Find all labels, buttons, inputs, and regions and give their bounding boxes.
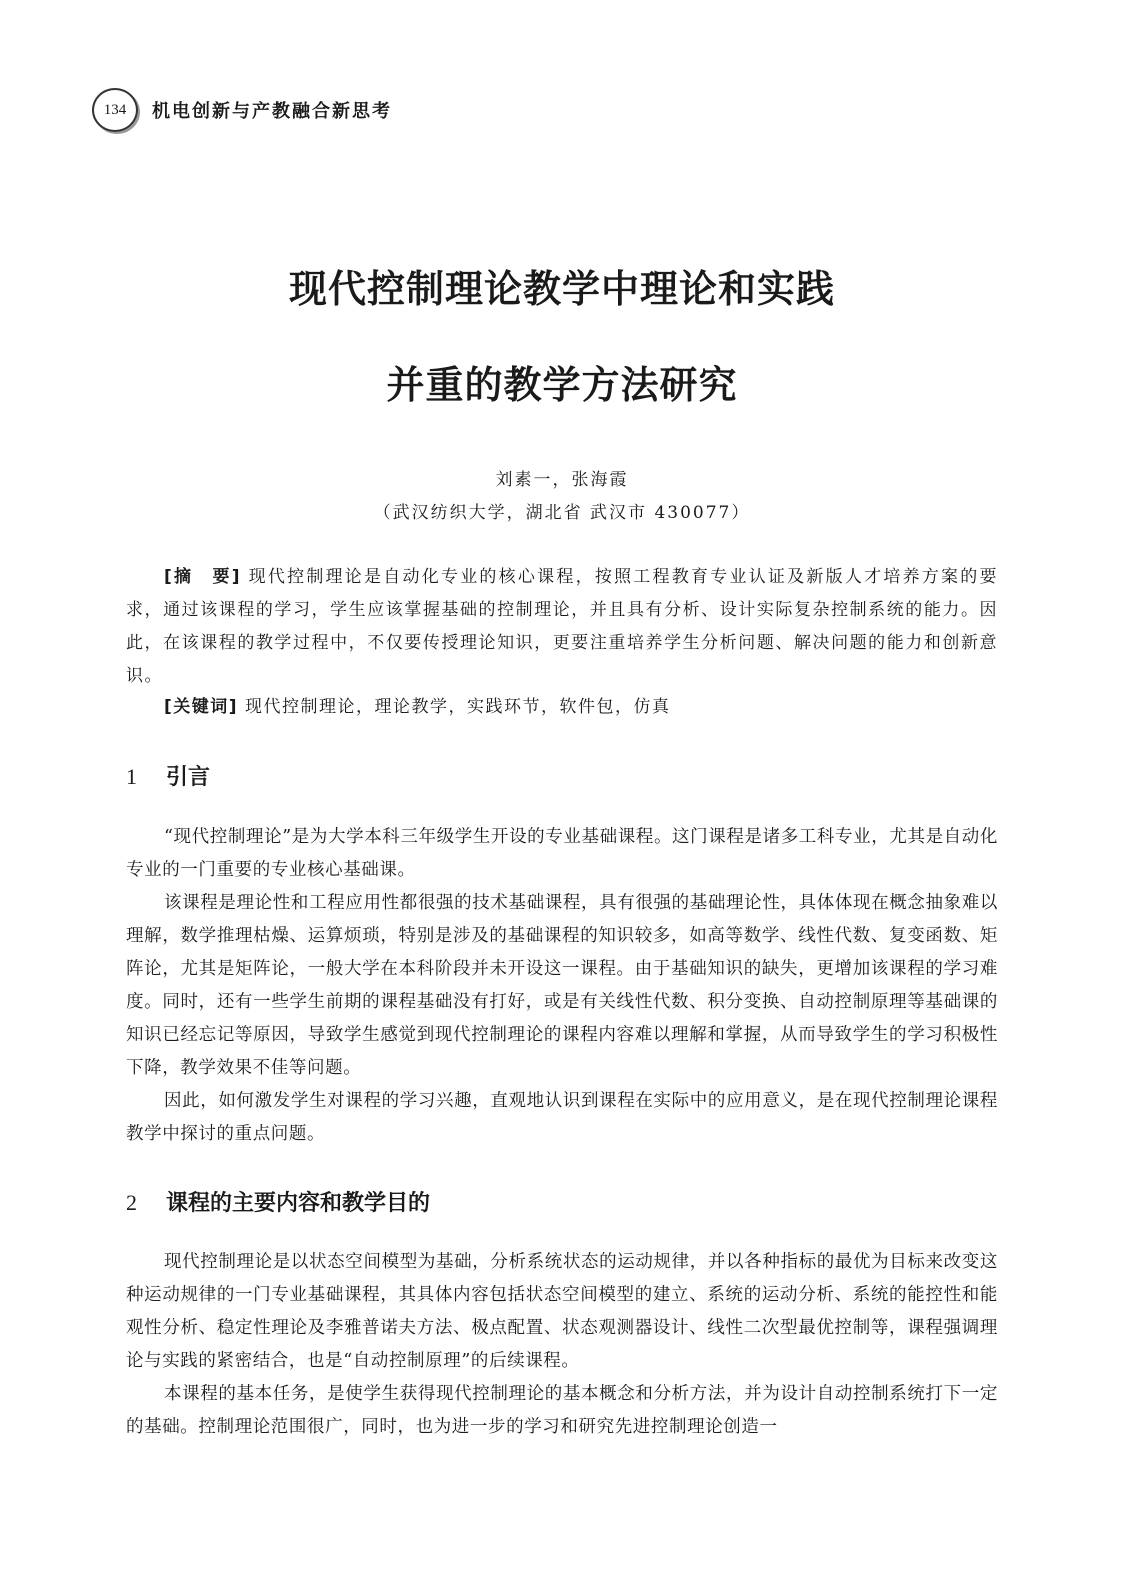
paragraph: 因此，如何激发学生对课程的学习兴趣，直观地认识到课程在实际中的应用意义，是在现代控制理论课程教学中探讨的重点问题。 bbox=[126, 1091, 998, 1144]
abstract-text: 现代控制理论是自动化专业的核心课程，按照工程教育专业认证及新版人才培养方案的要求，通过该课程的学习，学生应该掌握基础的控制理论，并且具有分析、设计实际复杂控制系统的能力。因此，在该课程的教学过程中，不仅要传授理论知识，更要注重培养学生分析问题、解决问题的能力和创新意识。 bbox=[126, 567, 999, 686]
abstract-label: [摘 要] bbox=[164, 567, 241, 587]
section-2-body bbox=[126, 1246, 998, 1444]
affiliation: （武汉纺织大学，湖北省 武汉市 430077） bbox=[373, 503, 751, 523]
section-title: 引言 bbox=[166, 765, 211, 790]
section-number: 2 bbox=[126, 1190, 137, 1215]
section-number: 1 bbox=[126, 764, 137, 789]
section-1-body bbox=[126, 821, 998, 1151]
keywords-label: [关键词] bbox=[164, 697, 239, 717]
section-title: 课程的主要内容和教学目的 bbox=[166, 1191, 431, 1216]
paper-title-line-1: 现代控制理论教学中理论和实践 bbox=[288, 267, 835, 311]
paragraph: 现代控制理论是以状态空间模型为基础，分析系统状态的运动规律，并以各种指标的最优为目标来改变这种运动规律的一门专业基础课程，其具体内容包括状态空间模型的建立、系统的运动分析、系统的能控性和能观性分析、稳定性理论及李雅普诺夫方法、极点配置、状态观测器设计、线性二次型最优控制等，课程强调理论与实践的紧密结合，也是“自动控制原理”的后续课程。 bbox=[126, 1252, 998, 1371]
page-number: 134 bbox=[92, 88, 138, 132]
paper-title-line-2: 并重的教学方法研究 bbox=[386, 363, 738, 407]
section-heading-2 bbox=[126, 1186, 430, 1217]
running-header bbox=[92, 88, 392, 132]
keywords bbox=[164, 692, 998, 722]
running-title: 机电创新与产教融合新思考 bbox=[152, 101, 392, 122]
paragraph: 该课程是理论性和工程应用性都很强的技术基础课程，具有很强的基础理论性，具体体现在概念抽象难以理解，数学推理枯燥、运算烦琐，特别是涉及的基础课程的知识较多，如高等数学、线性代数、复变函数、矩阵论，尤其是矩阵论，一般大学在本科阶段并未开设这一课程。由于基础知识的缺失，更增加该课程的学习难度。同时，还有一些学生前期的课程基础没有打好，或是有关线性代数、积分变换、自动控制原理等基础课的知识已经忘记等原因，导致学生感觉到现代控制理论的课程内容难以理解和掌握，从而导致学生的学习积极性下降，教学效果不佳等问题。 bbox=[126, 893, 998, 1078]
abstract bbox=[126, 561, 998, 693]
authors: 刘素一，张海霞 bbox=[495, 470, 629, 490]
section-heading-1 bbox=[126, 760, 210, 791]
keywords-text: 现代控制理论，理论教学，实践环节，软件包，仿真 bbox=[244, 697, 671, 717]
paragraph: 本课程的基本任务，是使学生获得现代控制理论的基本概念和分析方法，并为设计自动控制系统打下一定的基础。控制理论范围很广，同时，也为进一步的学习和研究先进控制理论创造一 bbox=[126, 1384, 998, 1437]
paragraph: “现代控制理论”是为大学本科三年级学生开设的专业基础课程。这门课程是诸多工科专业，尤其是自动化专业的一门重要的专业核心基础课。 bbox=[126, 827, 998, 880]
